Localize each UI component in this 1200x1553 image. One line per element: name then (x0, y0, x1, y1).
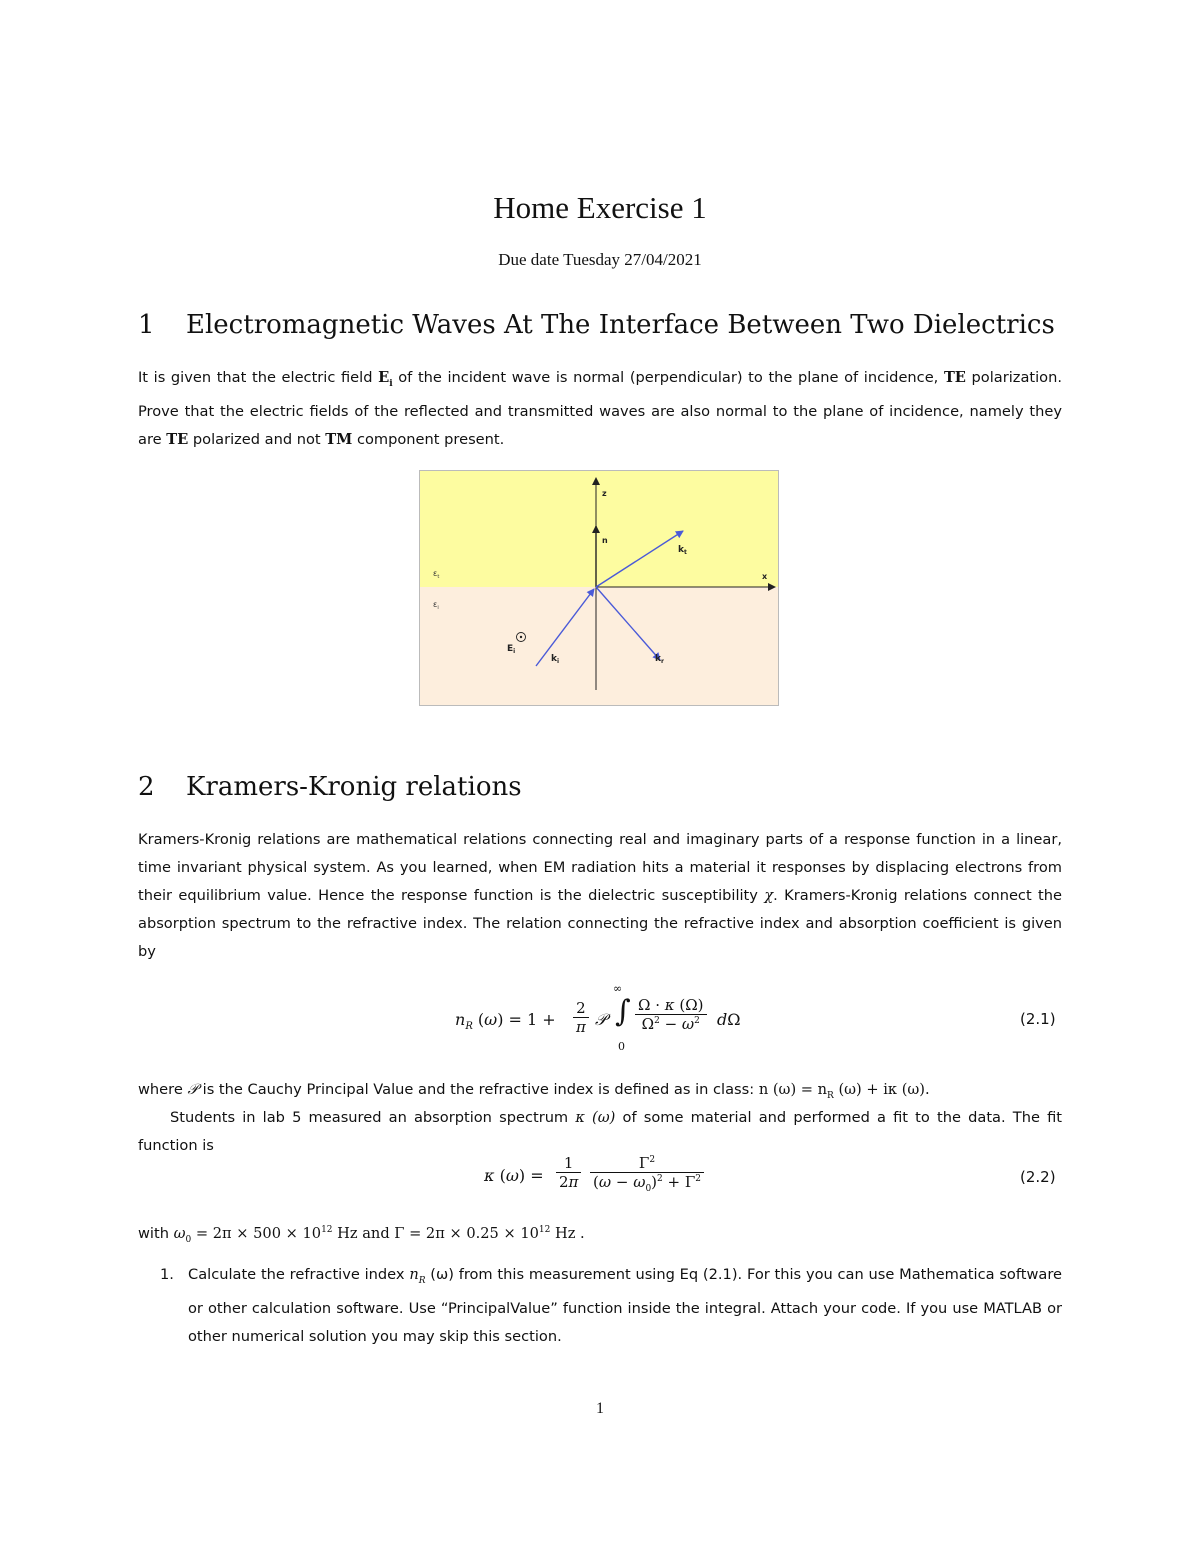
text: of some material and performed a fit to the data. The fit function is (138, 1109, 1062, 1154)
section-number: 1 (138, 310, 155, 340)
list-item (160, 1261, 1062, 1351)
tm-label: TM (325, 430, 353, 448)
medium-t-region (419, 470, 779, 587)
fit-parameters (138, 1216, 1062, 1254)
interface-diagram-svg (419, 470, 779, 706)
parameters-math: $\omega_0 = 2\pi \times 500 \times 10^{12}$ Hz and $\Gamma = 2\pi \times 0.25 \times 10^{12}$ Hz . (173, 1224, 585, 1245)
kt-label: $k_t$ (678, 545, 687, 556)
z-label: z (602, 489, 607, 498)
n-label: n (602, 536, 608, 545)
principal-value-symbol: 𝒫 (187, 1081, 198, 1098)
section-number: 2 (138, 772, 155, 802)
list-marker: 1. (160, 1266, 174, 1283)
x-label: x (762, 572, 768, 581)
field-symbol: $E_i$ (378, 369, 393, 389)
section-2-paragraph-1 (138, 826, 1062, 966)
due-date: Due date Tuesday 27/04/2021 (498, 250, 702, 269)
text: polarization. Prove that the electric fields of the reflected and transmitted waves are also normal to the plane of incidence, namely they are (138, 369, 1062, 448)
section-title: Kramers-Kronig relations (186, 772, 522, 802)
page-number: 1 (596, 1400, 604, 1417)
text: Kramers-Kronig relations are mathematical relations connecting real and imaginary parts of a response function in a linear, time invariant physical system. As you learned, when EM radiation hits a material it responses by displacing electrons from their equilibrium value. Hence the response function is the dielectric susceptibility (138, 831, 1062, 904)
text: component present. (352, 430, 505, 448)
list-item-text: Calculate the refractive index $n_R$ (ω) from this measurement using Eq (2.1). For this you can use Mathematica software or other calculation software. Use “PrincipalValue” function inside the integral. Attach your code. If you use MATLAB or other numerical solution you may skip this section. (188, 1266, 1062, 1345)
text: Students in lab 5 measured an absorption spectrum (170, 1109, 576, 1126)
text: of the incident wave is normal (perpendicular) to the plane of incidence, (392, 369, 944, 386)
section-title: Electromagnetic Waves At The Interface Between Two Dielectrics (186, 310, 1055, 340)
te-label: TE (166, 430, 189, 448)
text: where (138, 1081, 188, 1098)
section-2-heading (138, 772, 522, 802)
section-1-paragraph (138, 364, 1062, 454)
text: . Kramers-Kronig relations connect the absorption spectrum to the refractive index. The relation connecting the refractive index and absorption coefficient is given by (138, 887, 1063, 960)
kr-label: $k_r$ (655, 654, 664, 665)
section-1-heading (138, 310, 1055, 340)
equation-number-2-2: (2.2) (1020, 1168, 1056, 1186)
text: with (138, 1224, 174, 1242)
kappa-symbol: κ (ω) (575, 1109, 616, 1126)
document-title: Home Exercise 1 (493, 190, 707, 225)
medium-i-region (419, 587, 779, 706)
eps-t-label: $\varepsilon_t$ (433, 569, 440, 580)
te-label: TE (943, 369, 966, 386)
index-definition: n $(\omega) = n_R$ (ω) + iκ (ω). (758, 1081, 930, 1101)
chi-symbol: χ (764, 887, 774, 904)
equation-number-2-1: (2.1) (1020, 1010, 1056, 1028)
text: polarized and not (188, 430, 326, 448)
equation-2-1: $n_R$ (ω) = 1 + $\frac{2}{\pi}$ 𝒫 ∞ ∫ 0 $\frac{\Omega \cdot \kappa (\Omega)}{\Omega^2 - \omega^2}$ dΩ (455, 982, 741, 1053)
text: is the Cauchy Principal Value and the refractive index is defined as in class: (198, 1081, 759, 1098)
text: It is given that the electric field (138, 369, 379, 386)
ei-label: $E_i$ (507, 644, 516, 655)
eps-i-label: $\varepsilon_i$ (433, 600, 439, 611)
interface-diagram (419, 470, 779, 710)
ki-label: $k_i$ (551, 654, 560, 665)
equation-2-2: κ (ω) = $\frac{1}{2\pi}$ $\frac{\Gamma^2}{(\omega - \omega_0)^2 + \Gamma^2}$ (484, 1152, 724, 1202)
